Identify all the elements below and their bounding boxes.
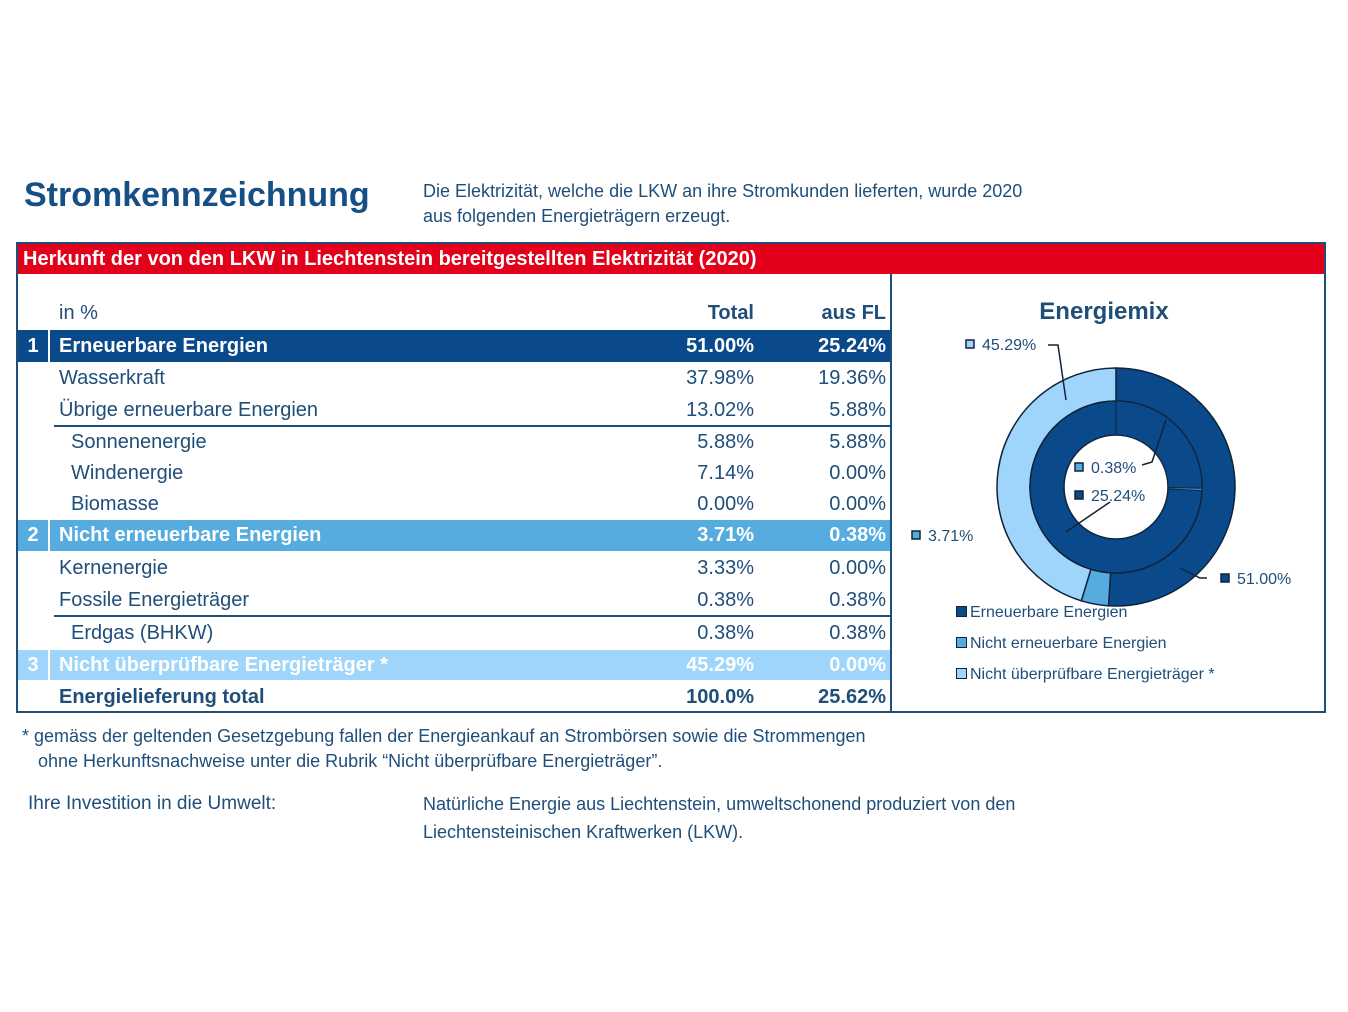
row-label: Erneuerbare Energien bbox=[59, 335, 268, 357]
row-number: 1 bbox=[18, 330, 50, 362]
row-number: 2 bbox=[18, 520, 50, 551]
data-label-renewable: 51.00% bbox=[1237, 571, 1292, 588]
data-label-non-renewable: 3.71% bbox=[928, 528, 974, 545]
row-fl: 0.00% bbox=[829, 493, 886, 515]
row-label: Übrige erneuerbare Energien bbox=[59, 399, 319, 421]
table-row bbox=[18, 552, 890, 584]
row-total: 100.0% bbox=[686, 686, 754, 708]
table-row bbox=[18, 489, 890, 520]
legend-item-renewable bbox=[956, 604, 1127, 622]
row-total: 3.71% bbox=[697, 524, 754, 546]
row-label: Wasserkraft bbox=[59, 367, 165, 389]
row-label: Biomasse bbox=[71, 493, 159, 515]
legend-label: Nicht überprüfbare Energieträger * bbox=[970, 666, 1215, 683]
data-label-swatch bbox=[1075, 491, 1083, 499]
row-fl: 0.38% bbox=[829, 524, 886, 546]
row-total: 0.38% bbox=[697, 589, 754, 611]
intro-line-1: Die Elektrizität, welche die LKW an ihre Stromkunden lieferten, wurde 2020 bbox=[423, 181, 1023, 201]
row-total: 13.02% bbox=[686, 399, 754, 421]
chart-title: Energiemix bbox=[1039, 298, 1169, 325]
row-label: Sonnenenergie bbox=[71, 431, 207, 453]
row-fl: 0.00% bbox=[829, 654, 886, 676]
intro-line-2: aus folgenden Energieträgern erzeugt. bbox=[423, 206, 731, 226]
row-total: 5.88% bbox=[697, 431, 754, 453]
data-label-swatch bbox=[1075, 463, 1083, 471]
page-title: Stromkennzeichnung bbox=[24, 176, 370, 214]
footnote-line-1: * gemäss der geltenden Gesetzgebung fallen der Energieankauf an Strombörsen sowie die Strommengen bbox=[22, 726, 866, 746]
legend-label: Nicht erneuerbare Energien bbox=[970, 635, 1167, 652]
legend-item-non-renewable bbox=[956, 635, 1167, 653]
table-row-unverifiable bbox=[18, 650, 890, 680]
col-fl-header: aus FL bbox=[821, 302, 886, 324]
legend-label: Erneuerbare Energien bbox=[970, 604, 1128, 621]
row-fl: 25.24% bbox=[818, 335, 886, 357]
unit-label: in % bbox=[59, 302, 98, 324]
row-label: Nicht erneuerbare Energien bbox=[59, 524, 322, 546]
row-total: 0.00% bbox=[697, 493, 754, 515]
investment-text-line-2: Liechtensteinischen Kraftwerken (LKW). bbox=[423, 822, 744, 842]
row-fl: 25.62% bbox=[818, 686, 886, 708]
row-fl: 0.00% bbox=[829, 557, 886, 579]
row-label: Windenergie bbox=[71, 462, 184, 484]
table-banner: Herkunft der von den LKW in Liechtenstein bereitgestellten Elektrizität (2020) bbox=[18, 244, 1324, 274]
table-row bbox=[18, 427, 890, 458]
row-label: Energielieferung total bbox=[59, 686, 265, 708]
row-label: Erdgas (BHKW) bbox=[71, 622, 214, 644]
table-header bbox=[18, 302, 890, 330]
data-label-renewable-fl: 25.24% bbox=[1091, 488, 1146, 505]
table-row bbox=[18, 394, 890, 426]
row-fl: 5.88% bbox=[829, 399, 886, 421]
table-row bbox=[18, 362, 890, 394]
investment-text-line-1: Natürliche Energie aus Liechtenstein, umweltschonend produziert von den bbox=[423, 794, 1016, 814]
table-row-renewable bbox=[18, 330, 890, 362]
row-fl: 0.38% bbox=[829, 589, 886, 611]
data-label-swatch bbox=[1221, 574, 1229, 582]
footnote-line-2: ohne Herkunftsnachweise unter die Rubrik “Nicht überprüfbare Energieträger”. bbox=[38, 751, 663, 771]
data-label-unverifiable: 45.29% bbox=[982, 337, 1037, 354]
data-label-swatch bbox=[966, 340, 974, 348]
table-row bbox=[18, 458, 890, 489]
row-total: 37.98% bbox=[686, 367, 754, 389]
row-total: 51.00% bbox=[686, 335, 754, 357]
legend-swatch bbox=[956, 668, 967, 679]
table-row bbox=[18, 617, 890, 649]
row-total: 45.29% bbox=[686, 654, 754, 676]
row-total: 3.33% bbox=[697, 557, 754, 579]
row-label: Kernenergie bbox=[59, 557, 168, 579]
table-row-non-renewable bbox=[18, 520, 890, 551]
legend-swatch bbox=[956, 606, 967, 617]
row-fl: 5.88% bbox=[829, 431, 886, 453]
row-fl: 19.36% bbox=[818, 367, 886, 389]
row-fl: 0.38% bbox=[829, 622, 886, 644]
table-row-total bbox=[18, 682, 890, 712]
table-row bbox=[18, 584, 890, 616]
data-label-swatch bbox=[912, 531, 920, 539]
row-number: 3 bbox=[18, 650, 50, 680]
row-fl: 0.00% bbox=[829, 462, 886, 484]
data-label-non-renewable-fl: 0.38% bbox=[1091, 460, 1137, 477]
row-total: 7.14% bbox=[697, 462, 754, 484]
row-label: Nicht überprüfbare Energieträger * bbox=[59, 654, 388, 676]
legend-item-unverifiable bbox=[956, 666, 1215, 684]
row-total: 0.38% bbox=[697, 622, 754, 644]
legend-swatch bbox=[956, 637, 967, 648]
investment-label: Ihre Investition in die Umwelt: bbox=[28, 793, 277, 814]
col-total-header: Total bbox=[707, 302, 754, 324]
row-label: Fossile Energieträger bbox=[59, 589, 250, 611]
